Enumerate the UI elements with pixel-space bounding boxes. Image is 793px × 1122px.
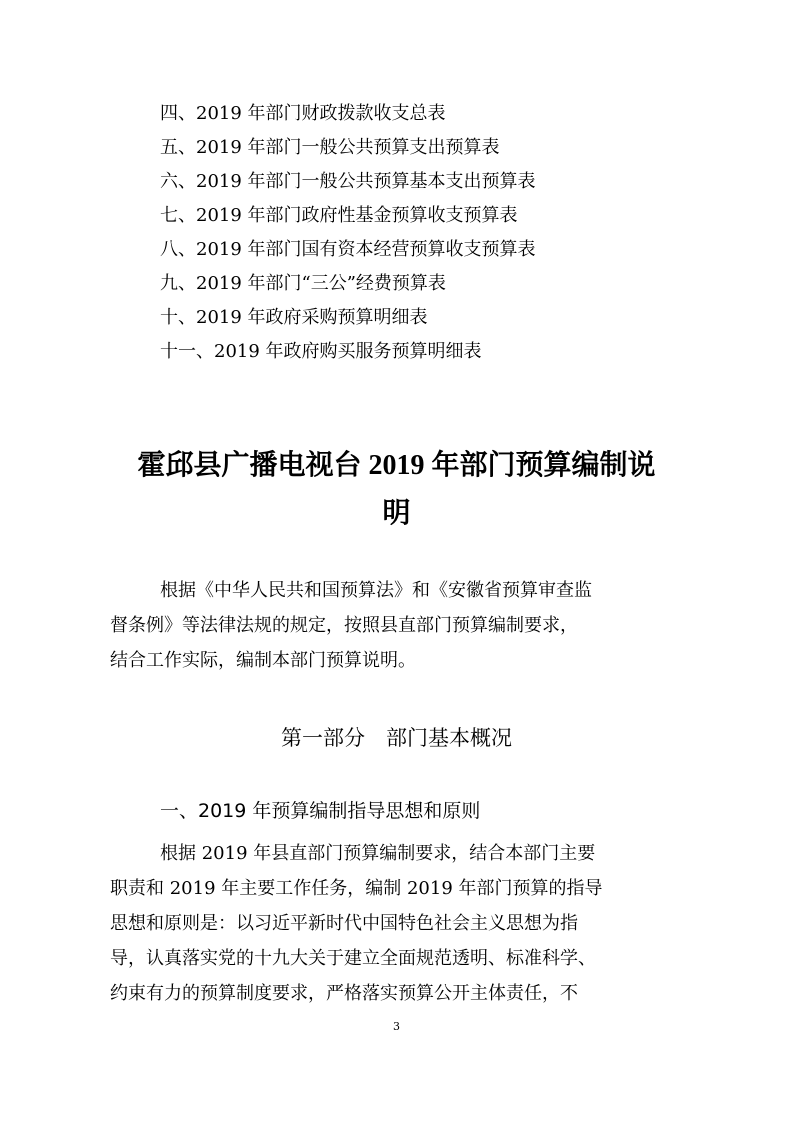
document-title-line-1: 霍邱县广播电视台 2019 年部门预算编制说 bbox=[137, 450, 656, 481]
body-line: 职责和 2019 年主要工作任务，编制 2019 年部门预算的指导 bbox=[110, 878, 603, 899]
body-line: 导，认真落实党的十九大关于建立全面规范透明、标准科学、 bbox=[110, 948, 596, 969]
toc-item: 五、2019 年部门一般公共预算支出预算表 bbox=[160, 137, 500, 158]
toc-item: 七、2019 年部门政府性基金预算收支预算表 bbox=[160, 205, 518, 226]
toc-item: 十一、2019 年政府购买服务预算明细表 bbox=[160, 341, 482, 362]
body-line: 约束有力的预算制度要求，严格落实预算公开主体责任，不 bbox=[110, 983, 578, 1004]
intro-line: 结合工作实际，编制本部门预算说明。 bbox=[110, 650, 416, 671]
toc-item: 八、2019 年部门国有资本经营预算收支预算表 bbox=[160, 239, 536, 260]
body-paragraph bbox=[110, 836, 684, 1011]
part-heading: 第一部分 部门基本概况 bbox=[281, 726, 512, 750]
body-line: 思想和原则是：以习近平新时代中国特色社会主义思想为指 bbox=[110, 913, 578, 934]
intro-line: 根据《中华人民共和国预算法》和《安徽省预算审查监 bbox=[160, 580, 592, 601]
table-of-contents bbox=[160, 97, 720, 369]
intro-paragraph bbox=[110, 573, 684, 678]
page-number: 3 bbox=[393, 1020, 400, 1033]
document-title-line-2: 明 bbox=[382, 498, 411, 529]
toc-item: 四、2019 年部门财政拨款收支总表 bbox=[160, 103, 446, 124]
section-heading: 一、2019 年预算编制指导思想和原则 bbox=[160, 800, 481, 822]
intro-line: 督条例》等法律法规的规定，按照县直部门预算编制要求， bbox=[110, 615, 578, 636]
toc-item: 六、2019 年部门一般公共预算基本支出预算表 bbox=[160, 171, 536, 192]
toc-item: 十、2019 年政府采购预算明细表 bbox=[160, 307, 428, 328]
toc-item: 九、2019 年部门“三公”经费预算表 bbox=[160, 273, 446, 294]
body-line: 根据 2019 年县直部门预算编制要求，结合本部门主要 bbox=[160, 843, 596, 864]
